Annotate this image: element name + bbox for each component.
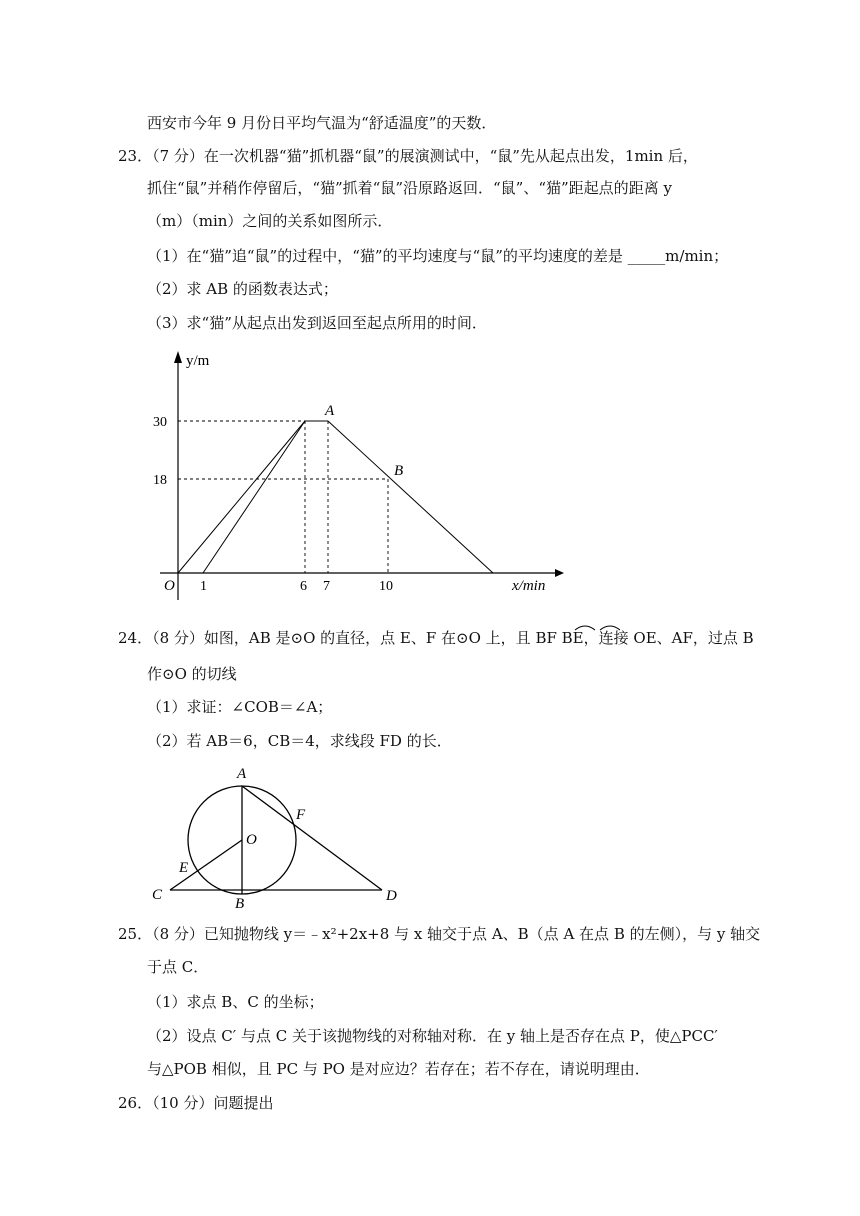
point-e-label: E [179,860,189,876]
question-23-part-2: （2）求 AB 的函数表达式； [147,280,338,298]
question-26-stem: 26．（10 分）问题提出 [118,1094,274,1112]
question-24-part-2: （2）若 AB＝6，CB＝4，求线段 FD 的长． [147,732,452,750]
origin-label: O [164,578,175,594]
point-d-label: D [386,888,397,904]
point-c-label: C [152,887,163,903]
question-25-part-2: （2）设点 C′ 与点 C 关于该抛物线的对称轴对称．在 y 轴上是否存在点 P，使△PCC′ [147,1027,718,1045]
question-23-part-3: （3）求“猫”从起点出发到返回至起点所用的时间． [147,314,487,332]
text-line: （m）（min）之间的关系如图所示． [147,212,393,230]
arc-bf-be-symbol [573,622,625,632]
point-b-label: B [235,896,245,910]
text-line: 作⊙O 的切线 [147,665,237,683]
point-o-label: O [246,832,257,848]
y-tick-label: 18 [153,473,167,488]
x-axis-label: x/min [512,578,546,594]
text-line: 于点 C． [147,958,209,976]
question-25-part-1: （1）求点 B、C 的坐标； [147,993,324,1011]
point-b-label: B [394,463,404,479]
question-23-part-1: （1）在“猫”追“鼠”的过程中，“猫”的平均速度与“鼠”的平均速度的差是 _____m/min； [147,247,729,265]
point-f-label: F [296,807,306,823]
x-tick-label: 10 [379,579,393,594]
point-a-label: A [237,766,247,782]
point-a-label: A [325,403,335,419]
question-23-stem: 23．（7 分）在一次机器“猫”抓机器“鼠”的展演测试中，“鼠”先从起点出发，1min 后， [118,147,698,165]
x-tick-label: 7 [323,579,330,594]
text-line: 西安市今年 9 月份日平均气温为“舒适温度”的天数． [147,114,497,132]
text-line: 与△POB 相似，且 PC 与 PO 是对应边？若存在；若不存在，请说明理由． [147,1060,650,1078]
question-24-stem: 24．（8 分）如图，AB 是⊙O 的直径，点 E、F 在⊙O 上，且 BF BE，连接 OE、AF，过点 B [118,629,754,647]
distance-time-graph [150,345,570,605]
text-line: 抓住“鼠”并稍作停留后，“猫”抓着“鼠”沿原路返回．“鼠”、“猫”距起点的距离 y [147,179,672,197]
y-axis-label: y/m [186,353,210,369]
x-tick-label: 1 [200,579,207,594]
y-tick-label: 30 [153,415,167,430]
question-24-part-1: （1）求证：∠COB＝∠A； [147,698,333,716]
x-tick-label: 6 [300,579,307,594]
question-25-stem: 25．（8 分）已知抛物线 y＝﹣x²+2x+8 与 x 轴交于点 A、B（点 A 在点 B 的左侧），与 y 轴交 [118,925,761,943]
circle-tangent-figure [150,760,410,910]
